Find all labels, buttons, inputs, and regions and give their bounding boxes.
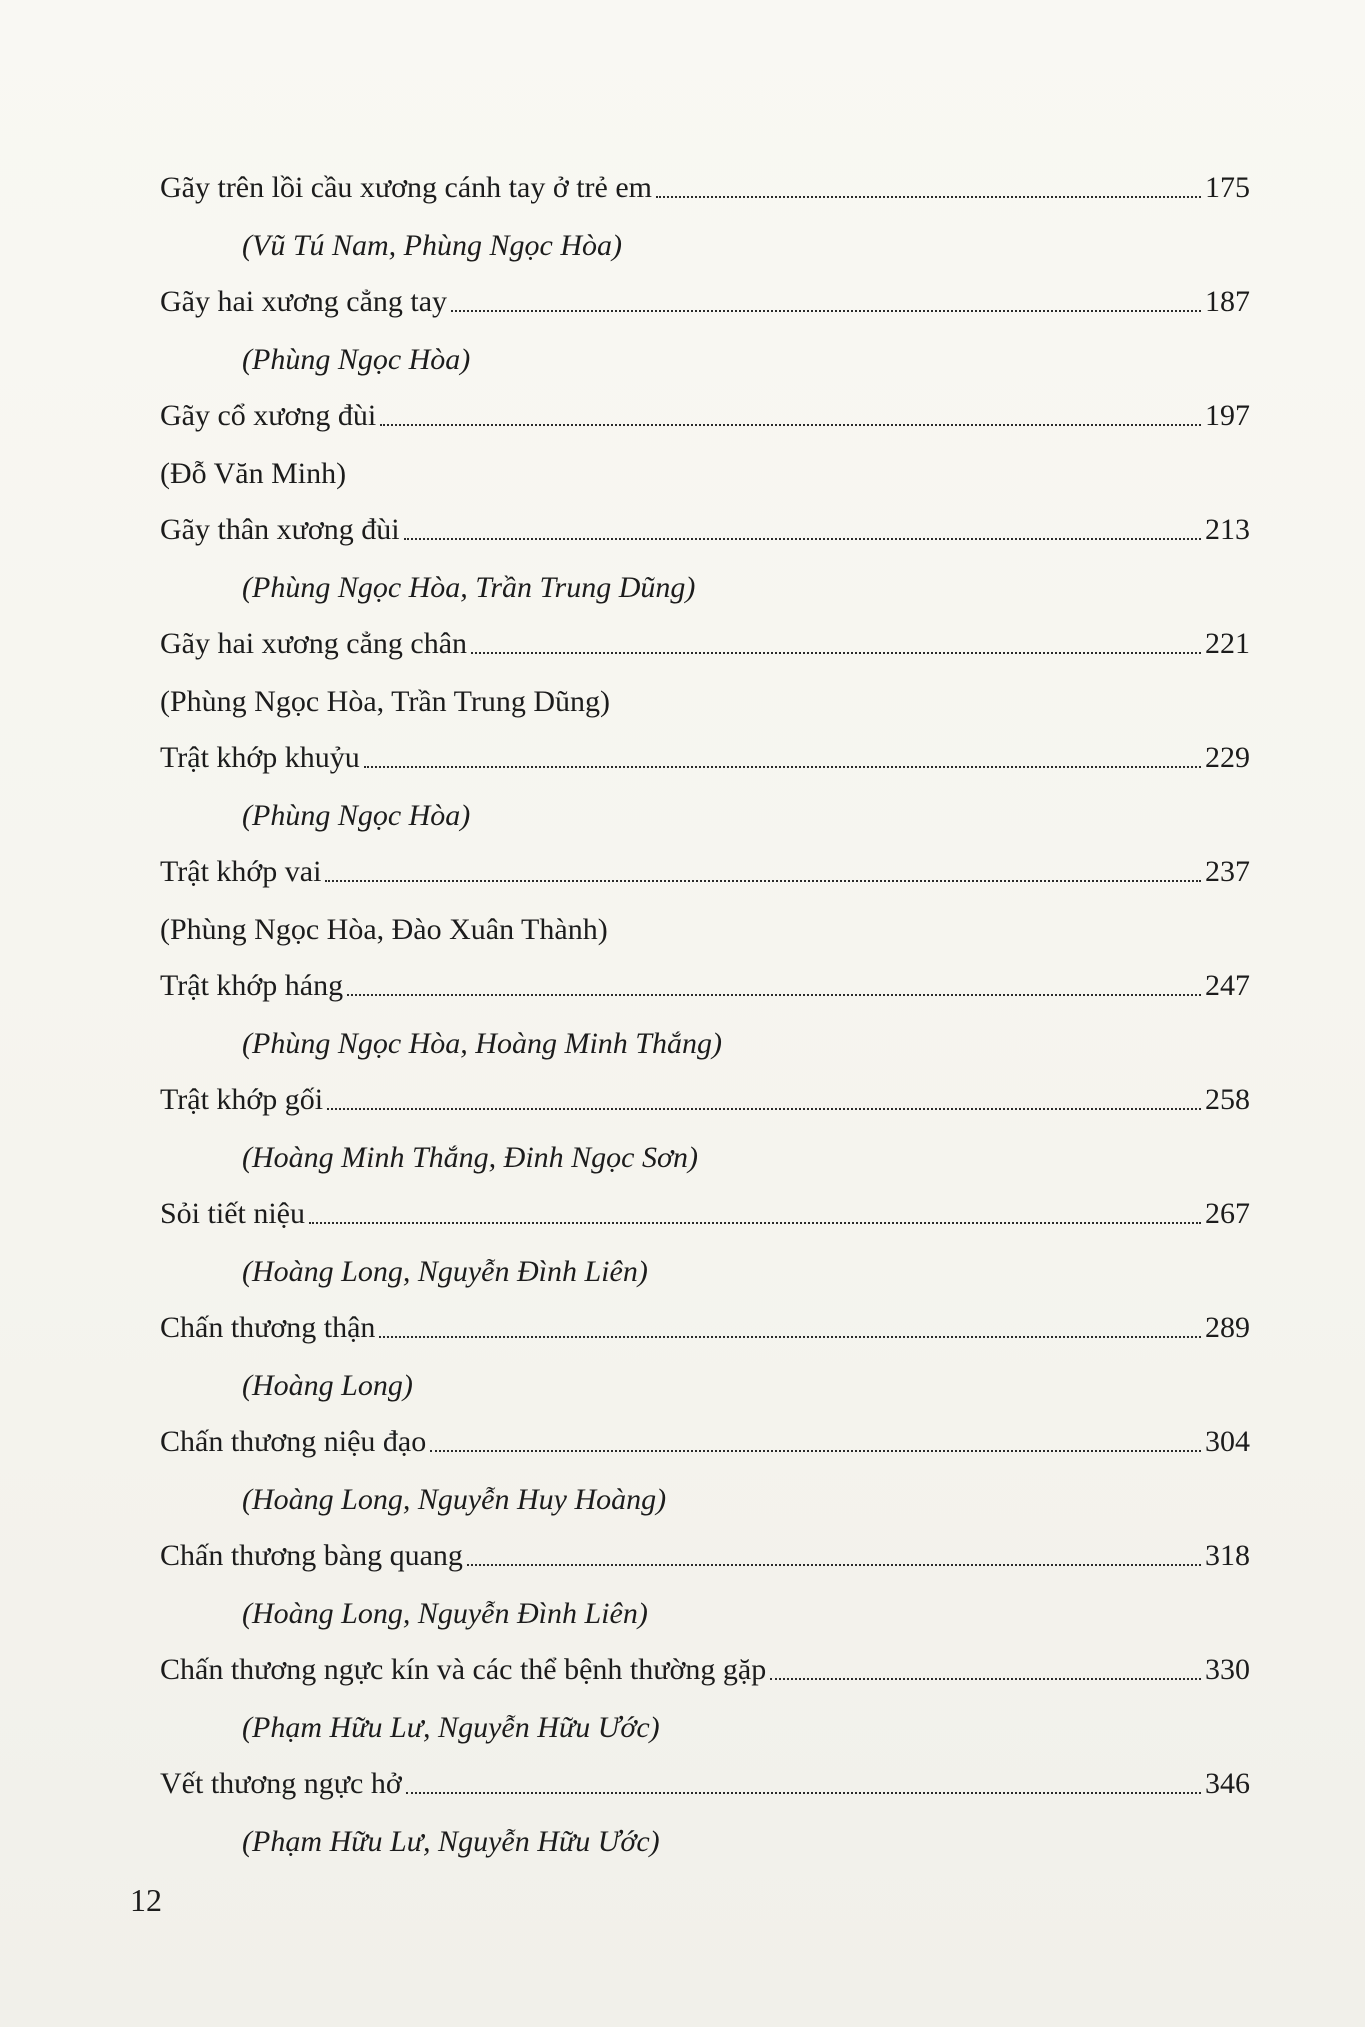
dot-leader: [430, 1449, 1201, 1452]
toc-entry-authors: (Phùng Ngọc Hòa, Đào Xuân Thành): [160, 913, 608, 946]
toc-title-line: [160, 720, 1250, 776]
toc-entry-page: 221: [1205, 627, 1250, 660]
toc-entry: [160, 378, 1250, 492]
toc-entry-title: Trật khớp háng: [160, 969, 344, 1002]
toc-title-line: [160, 1176, 1250, 1232]
toc-entry-page: 187: [1205, 285, 1250, 318]
toc-entry: [160, 492, 1250, 606]
toc-entry-title: Gãy cổ xương đùi: [160, 399, 377, 432]
toc-entry: [160, 1746, 1250, 1860]
toc-title-line: [160, 1632, 1250, 1688]
toc-entry: [160, 1290, 1250, 1404]
toc-entry-authors: (Hoàng Long, Nguyễn Đình Liên): [242, 1255, 648, 1288]
toc-entry-authors: (Vũ Tú Nam, Phùng Ngọc Hòa): [242, 229, 622, 262]
toc-entry-page: 197: [1205, 399, 1250, 432]
toc-entry-title: Gãy hai xương cẳng tay: [160, 285, 448, 318]
toc-entry-page: 175: [1205, 171, 1250, 204]
dot-leader: [451, 309, 1201, 312]
dot-leader: [347, 993, 1201, 996]
toc-entry: [160, 1518, 1250, 1632]
toc-entry-page: 229: [1205, 741, 1250, 774]
toc-entry-title: Trật khớp gối: [160, 1083, 324, 1116]
toc-entry-page: 267: [1205, 1197, 1250, 1230]
toc-entry-authors: (Phùng Ngọc Hòa): [242, 799, 471, 832]
toc-title-line: [160, 150, 1250, 206]
dot-leader: [379, 1335, 1201, 1338]
toc-entry: [160, 948, 1250, 1062]
toc-entry-authors: (Phùng Ngọc Hòa): [242, 343, 471, 376]
dot-leader: [309, 1221, 1201, 1224]
toc-entry-title: Chấn thương niệu đạo: [160, 1425, 427, 1458]
toc-entry-authors: (Hoàng Long, Nguyễn Huy Hoàng): [242, 1483, 667, 1516]
toc-entry-authors: (Hoàng Minh Thắng, Đinh Ngọc Sơn): [242, 1141, 698, 1174]
toc-entry-title: Trật khớp khuỷu: [160, 741, 360, 774]
dot-leader: [471, 651, 1201, 654]
toc-entry-page: 330: [1205, 1653, 1250, 1686]
toc-title-line: [160, 492, 1250, 548]
toc-entry: [160, 1176, 1250, 1290]
toc-entry-title: Gãy trên lồi cầu xương cánh tay ở trẻ em: [160, 171, 652, 204]
dot-leader: [770, 1677, 1201, 1680]
dot-leader: [406, 1791, 1201, 1794]
toc-entry-authors: (Phùng Ngọc Hòa, Trần Trung Dũng): [242, 571, 696, 604]
toc-entry-page: 318: [1205, 1539, 1250, 1572]
toc-entry-title: Chấn thương thận: [160, 1311, 376, 1344]
toc-entry: [160, 606, 1250, 720]
toc-title-line: [160, 1290, 1250, 1346]
page-number: 12: [130, 1882, 162, 1918]
dot-leader: [404, 537, 1201, 540]
dot-leader: [467, 1563, 1201, 1566]
toc-entry: [160, 720, 1250, 834]
toc-title-line: [160, 1746, 1250, 1802]
dot-leader: [364, 765, 1201, 768]
toc-entry-title: Chấn thương bàng quang: [160, 1539, 463, 1572]
dot-leader: [656, 195, 1201, 198]
toc-entry-authors: (Phùng Ngọc Hòa, Trần Trung Dũng): [160, 685, 611, 718]
toc-entry-title: Trật khớp vai: [160, 855, 322, 888]
toc-entry: [160, 1404, 1250, 1518]
toc-title-line: [160, 1062, 1250, 1118]
dot-leader: [380, 423, 1201, 426]
toc-entry-title: Gãy thân xương đùi: [160, 513, 400, 546]
toc-entry-title: Gãy hai xương cẳng chân: [160, 627, 468, 660]
toc-entry-title: Vết thương ngực hở: [160, 1767, 402, 1800]
toc-title-line: [160, 948, 1250, 1004]
dot-leader: [325, 879, 1201, 882]
toc-entry-page: 304: [1205, 1425, 1250, 1458]
toc-entry-page: 247: [1205, 969, 1250, 1002]
toc-entry: [160, 1632, 1250, 1746]
toc-title-line: [160, 834, 1250, 890]
toc-title-line: [160, 378, 1250, 434]
toc-entry-title: Sỏi tiết niệu: [160, 1197, 305, 1230]
toc-title-line: [160, 1518, 1250, 1574]
toc-title-line: [160, 1404, 1250, 1460]
toc-entry-page: 237: [1205, 855, 1250, 888]
table-of-contents: [160, 150, 1250, 1860]
toc-entry-authors: (Phạm Hữu Lư, Nguyễn Hữu Ước): [242, 1825, 660, 1858]
toc-entry: [160, 264, 1250, 378]
toc-entry: [160, 834, 1250, 948]
toc-entry-page: 213: [1205, 513, 1250, 546]
toc-entry-authors: (Hoàng Long, Nguyễn Đình Liên): [242, 1597, 648, 1630]
toc-entry-page: 258: [1205, 1083, 1250, 1116]
dot-leader: [327, 1107, 1201, 1110]
toc-entry: [160, 150, 1250, 264]
toc-entry-page: 289: [1205, 1311, 1250, 1344]
toc-entry-title: Chấn thương ngực kín và các thể bệnh thường gặp: [160, 1653, 767, 1686]
toc-entry-authors: (Phạm Hữu Lư, Nguyễn Hữu Ước): [242, 1711, 660, 1744]
toc-entry: [160, 1062, 1250, 1176]
toc-title-line: [160, 606, 1250, 662]
toc-title-line: [160, 264, 1250, 320]
toc-entry-page: 346: [1205, 1767, 1250, 1800]
toc-entry-authors: (Phùng Ngọc Hòa, Hoàng Minh Thắng): [242, 1027, 722, 1060]
toc-entry-authors: (Hoàng Long): [242, 1369, 413, 1402]
toc-entry-authors: (Đỗ Văn Minh): [160, 457, 347, 490]
